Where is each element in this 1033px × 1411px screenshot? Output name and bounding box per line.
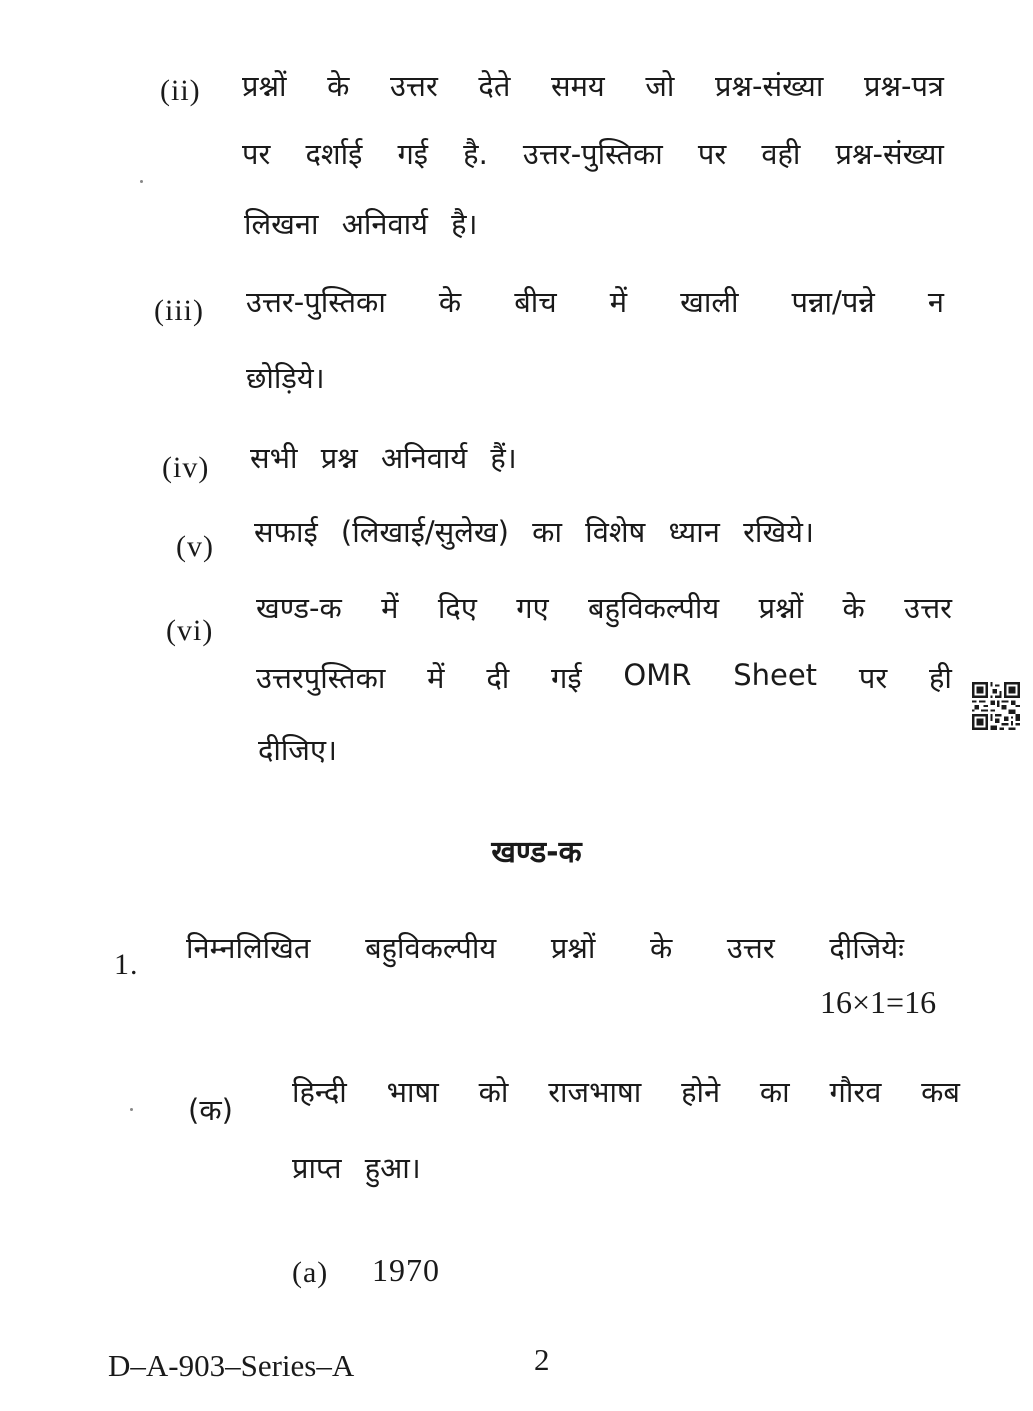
word: उत्तर: [904, 591, 952, 625]
word: भाषा: [386, 1075, 439, 1109]
scan-speck: [140, 180, 143, 183]
word: प्रश्न-संख्या: [715, 69, 824, 103]
word: प्रश्न-संख्या: [835, 137, 944, 171]
question-1-marks: 16×1=16: [820, 984, 937, 1020]
instruction-iii-line-1: [246, 282, 944, 321]
word: पर: [697, 137, 727, 171]
word: दिए: [437, 591, 477, 625]
word: में: [427, 661, 445, 695]
instruction-ii-line-3: लिखना अनिवार्य है।: [244, 207, 478, 241]
question-1-text: [186, 928, 904, 967]
instruction-ii-line-2: [242, 134, 944, 173]
word: प्रश्नों: [550, 931, 596, 965]
word: बहुविकल्पीय: [365, 931, 497, 965]
word: के: [327, 69, 350, 103]
word: खण्ड-क: [256, 591, 342, 625]
word: प्रश्नों: [242, 69, 287, 103]
word: न: [927, 285, 944, 319]
sub-question-ka-line-1: [292, 1072, 960, 1111]
qr-code-icon: [972, 682, 1020, 730]
word: उत्तर-पुस्तिका: [522, 137, 663, 171]
option-a-value: 1970: [372, 1252, 440, 1288]
word: में: [609, 285, 628, 319]
word: गए: [516, 591, 549, 625]
word: उत्तर: [390, 69, 438, 103]
word: में: [381, 591, 399, 625]
instruction-iv-line-1: सभी प्रश्न अनिवार्य हैं।: [250, 441, 517, 475]
instruction-number-v: (v): [176, 530, 214, 563]
word: के: [842, 591, 865, 625]
question-number-1: 1.: [114, 948, 139, 981]
word: देते: [478, 69, 511, 103]
instruction-ii-line-1: [242, 66, 944, 105]
word: पर: [858, 661, 888, 695]
word: प्रश्नों: [758, 591, 804, 625]
word: बीच: [514, 285, 557, 319]
word: को: [478, 1075, 509, 1109]
word: दी: [486, 661, 510, 695]
word: कब: [921, 1075, 960, 1109]
word: बहुविकल्पीय: [588, 591, 720, 625]
word: दीजियेः: [829, 931, 904, 965]
word: प्रश्न-पत्र: [863, 69, 944, 103]
sub-question-label-ka: (क): [188, 1093, 233, 1127]
word: गौरव: [829, 1075, 882, 1109]
word: हिन्दी: [292, 1075, 347, 1109]
page-number: 2: [534, 1342, 550, 1377]
word: उत्तरपुस्तिका: [256, 661, 386, 695]
word: के: [438, 285, 462, 319]
instruction-vi-line-2: [256, 658, 952, 697]
instruction-number-iv: (iv): [162, 451, 210, 484]
word: पन्ना/पन्ने: [791, 285, 875, 319]
word: है.: [463, 137, 488, 171]
instruction-v-line-1: सफाई (लिखाई/सुलेख) का विशेष ध्यान रखिये।: [254, 515, 814, 549]
scan-speck: [130, 1108, 133, 1111]
word: OMR: [623, 658, 692, 692]
instruction-number-vi: (vi): [166, 614, 214, 647]
option-a-label: (a): [292, 1256, 329, 1289]
sub-question-ka-line-2: प्राप्त हुआ।: [292, 1151, 421, 1185]
word: वही: [761, 137, 801, 171]
word: समय: [550, 69, 605, 103]
word: उत्तर: [726, 931, 775, 965]
instruction-vi-line-1: [256, 588, 952, 627]
word: होने: [681, 1075, 721, 1109]
word: उत्तर-पुस्तिका: [246, 285, 386, 319]
word: का: [759, 1075, 790, 1109]
word: Sheet: [733, 658, 818, 692]
word: ही: [928, 661, 952, 695]
instruction-iii-line-2: छोड़िये।: [246, 361, 325, 395]
word: निम्नलिखित: [186, 931, 311, 965]
section-heading: खण्ड-क: [491, 835, 582, 870]
instruction-number-iii: (iii): [154, 294, 204, 327]
word: खाली: [680, 285, 739, 319]
word: दर्शाई: [305, 137, 363, 171]
word: गई: [397, 137, 429, 171]
footer-paper-code: D–A-903–Series–A: [108, 1348, 355, 1383]
word: राजभाषा: [548, 1075, 642, 1109]
word: गई: [551, 661, 582, 695]
instruction-vi-line-3: दीजिए।: [258, 733, 337, 767]
word: के: [649, 931, 673, 965]
word: पर: [242, 137, 271, 171]
word: जो: [645, 69, 675, 103]
instruction-number-ii: (ii): [160, 74, 201, 107]
